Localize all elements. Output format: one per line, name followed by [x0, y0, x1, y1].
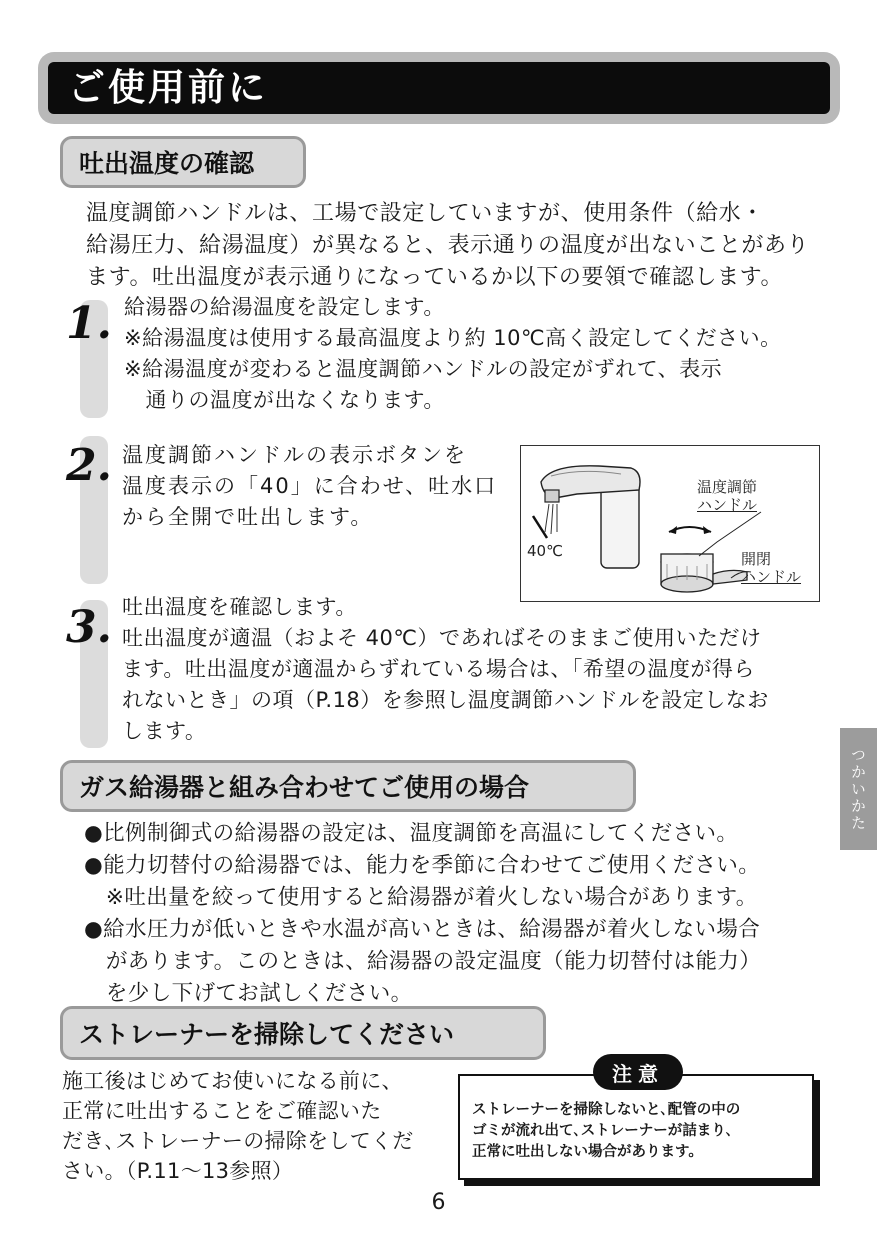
- step-1-text: [124, 292, 782, 416]
- gas-heater-notes: [84, 818, 761, 1010]
- caution-line: ゴミが流れ出て､ストレーナーが詰まり､: [472, 1123, 733, 1139]
- page-number: 6: [431, 1190, 446, 1215]
- temp-handle-label: [697, 478, 757, 514]
- step-3-text: [122, 592, 769, 747]
- strainer-paragraph: [62, 1066, 414, 1186]
- step-line: ※給湯温度は使用する最高温度より約 10℃高く設定してください。: [124, 326, 782, 350]
- temperature-40-label: 40℃: [527, 542, 563, 560]
- page-title: ご使用前に: [68, 66, 268, 109]
- step-line: ※給湯温度が変わると温度調節ハンドルの設定がずれて、表示: [124, 357, 723, 381]
- note-line: を少し下げてお試しください。: [84, 981, 413, 1006]
- step-2-number: 2.: [66, 440, 112, 491]
- step-line: します。: [122, 719, 207, 743]
- caution-line: 正常に吐出しない場合があります。: [472, 1144, 703, 1160]
- step-line: 温度調節ハンドルの表示ボタンを: [122, 443, 467, 467]
- intro-paragraph: [86, 198, 809, 294]
- temp-handle-label-line: ハンドル: [697, 496, 758, 514]
- step-line: 通りの温度が出なくなります。: [124, 388, 445, 412]
- step-line: 吐出温度が適温（およそ 40℃）であればそのままご使用いただけ: [122, 626, 762, 650]
- intro-line: 給湯圧力、給湯温度）が異なると、表示通りの温度が出ないことがあり: [86, 233, 810, 258]
- note-line: ※吐出量を絞って使用すると給湯器が着火しない場合があります。: [84, 885, 758, 910]
- step-line: 給湯器の給湯温度を設定します。: [124, 295, 445, 319]
- note-line: ●給水圧力が低いときや水温が高いときは、給湯器が着火しない場合: [84, 917, 761, 942]
- caution-line: ストレーナーを掃除しないと､配管の中の: [472, 1102, 741, 1118]
- step-line: から全開で吐出します。: [122, 505, 374, 529]
- step-3-number: 3.: [66, 602, 112, 653]
- step-line: 吐出温度を確認します。: [122, 595, 357, 619]
- section-heading-gas-water-heater: ガス給湯器と組み合わせてご使用の場合: [60, 760, 636, 812]
- open-close-handle-label-line: ハンドル: [741, 568, 802, 586]
- strainer-line: だき､ストレーナーの掃除をしてくだ: [62, 1129, 414, 1153]
- open-close-handle-label: [741, 550, 801, 586]
- strainer-line: さい｡（P.11〜13参照）: [62, 1159, 294, 1183]
- note-line: ●比例制御式の給湯器の設定は、温度調節を高温にしてください。: [84, 821, 739, 846]
- step-2-text: [122, 440, 497, 533]
- step-line: 温度表示の「40」に合わせ、吐水口: [122, 474, 498, 498]
- faucet-illustration: [520, 445, 820, 602]
- section-heading-clean-strainer: ストレーナーを掃除してください: [60, 1006, 546, 1060]
- strainer-line: 正常に吐出することをご確認いた: [62, 1099, 382, 1123]
- open-close-handle-label-line: 開閉: [741, 550, 772, 568]
- section-heading-outlet-temperature: 吐出温度の確認: [60, 136, 306, 188]
- step-line: れないとき」の項（P.18）を参照し温度調節ハンドルを設定しなお: [122, 688, 769, 712]
- caution-label: 注意: [593, 1054, 683, 1090]
- note-line: ●能力切替付の給湯器では、能力を季節に合わせてご使用ください。: [84, 853, 761, 878]
- side-tab-usage: つかいかた: [840, 728, 877, 850]
- step-1-number: 1.: [66, 298, 112, 349]
- step-line: ます。吐出温度が適温からずれている場合は、「希望の温度が得ら: [122, 657, 755, 681]
- temp-handle-label-line: 温度調節: [697, 478, 758, 496]
- caution-text: [472, 1100, 740, 1163]
- intro-line: 温度調節ハンドルは、工場で設定していますが、使用条件（給水・: [86, 201, 765, 226]
- intro-line: ます。吐出温度が表示通りになっているか以下の要領で確認します。: [86, 265, 784, 290]
- note-line: があります。このときは、給湯器の設定温度（能力切替付は能力）: [84, 949, 762, 974]
- strainer-line: 施工後はじめてお使いになる前に、: [62, 1069, 403, 1093]
